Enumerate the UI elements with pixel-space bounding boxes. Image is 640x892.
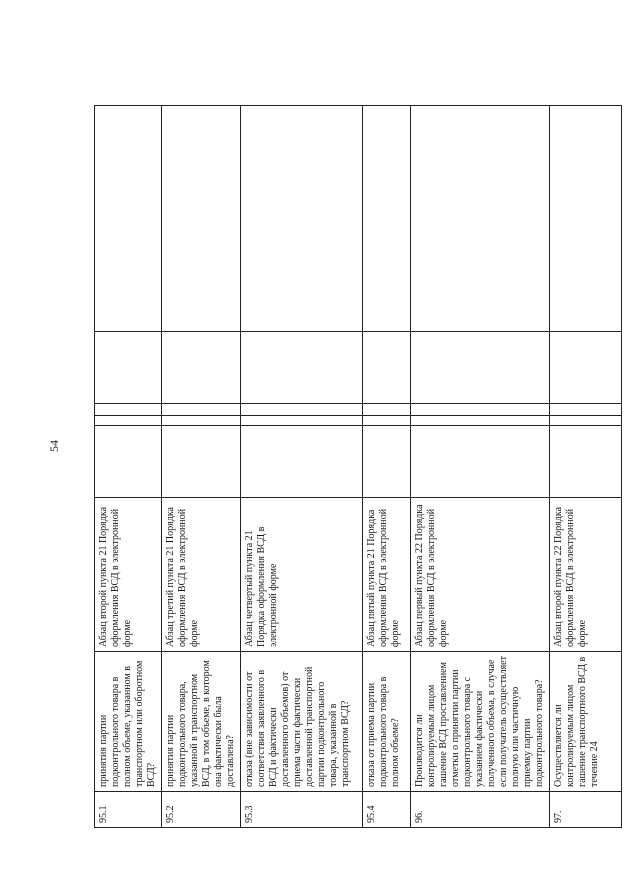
answer-cell: [95, 404, 162, 416]
question-cell: Производится ли контролируемым лицом гашение ВСД проставлением отметки о принятии партии подконтрольного товара с указанием фактически полученного объема, в случае если получатель осуществляет полную или частичную приемку партии подконтрольного товара?: [411, 652, 550, 792]
question-cell: отказа (вне зависимости от соответствия заявленного в ВСД и фактически доставленного объемов) от приема части фактически доставленной транспортной партии подконтрольного товара, указанной в транспортном ВСД?: [241, 652, 363, 792]
table-row: [95, 106, 162, 828]
answer-cell: [550, 404, 622, 416]
row-number-cell: 95.1: [95, 792, 162, 828]
answer-cell: [550, 416, 622, 426]
answer-cell: [411, 332, 550, 404]
answer-cell: [411, 404, 550, 416]
table-row: [363, 106, 411, 828]
note-cell: [363, 106, 411, 332]
row-number-cell: 97.: [550, 792, 622, 828]
row-number-cell: 96.: [411, 792, 550, 828]
answer-cell: [363, 332, 411, 404]
table-row: [162, 106, 241, 828]
question-cell: Осуществляется ли контролируемым лицом гашение транспортного ВСД в течение 24: [550, 652, 622, 792]
rotated-table-container: [94, 106, 600, 828]
checklist-table: [94, 105, 622, 828]
table-row: [241, 106, 363, 828]
table-row: [550, 106, 622, 828]
answer-cell: [411, 416, 550, 426]
question-cell: принятия партии подконтрольного товара, указанной в транспортном ВСД, в том объеме, в котором она фактически была доставлена?: [162, 652, 241, 792]
question-cell: отказа от приема партии подконтрольного товара в полном объеме?: [363, 652, 411, 792]
answer-cell: [550, 332, 622, 404]
answer-cell: [162, 404, 241, 416]
note-cell: [95, 106, 162, 332]
reference-cell: Абзац второй пункта 21 Порядка оформления ВСД в электронной форме: [95, 498, 162, 652]
answer-cell: [241, 404, 363, 416]
answer-cell: [162, 332, 241, 404]
note-cell: [162, 106, 241, 332]
answer-cell: [363, 416, 411, 426]
page-number: 54: [47, 440, 61, 452]
reference-cell: Абзац второй пункта 22 Порядка оформления ВСД в электронной форме: [550, 498, 622, 652]
answer-cell: [95, 416, 162, 426]
reference-cell: Абзац третий пункта 21 Порядка оформления ВСД в электронной форме: [162, 498, 241, 652]
answer-cell: [95, 332, 162, 404]
answer-cell: [162, 426, 241, 498]
answer-cell: [550, 426, 622, 498]
reference-cell: Абзац первый пункта 22 Порядка оформления ВСД в электронной форме: [411, 498, 550, 652]
note-cell: [411, 106, 550, 332]
row-number-cell: 95.3: [241, 792, 363, 828]
answer-cell: [241, 416, 363, 426]
reference-cell: Абзац пятый пункта 21 Порядка оформления ВСД в электронной форме: [363, 498, 411, 652]
note-cell: [550, 106, 622, 332]
answer-cell: [95, 426, 162, 498]
answer-cell: [363, 426, 411, 498]
row-number-cell: 95.4: [363, 792, 411, 828]
checklist-table-region: [94, 106, 600, 828]
answer-cell: [241, 426, 363, 498]
table-row: [411, 106, 550, 828]
note-cell: [241, 106, 363, 332]
answer-cell: [162, 416, 241, 426]
answer-cell: [411, 426, 550, 498]
row-number-cell: 95.2: [162, 792, 241, 828]
answer-cell: [363, 404, 411, 416]
question-cell: принятия партии подконтрольного товара в полном объеме, указанном в транспортном или оборотном ВСД?: [95, 652, 162, 792]
answer-cell: [241, 332, 363, 404]
reference-cell: Абзац четвертый пункта 21 Порядка оформления ВСД в электронной форме: [241, 498, 363, 652]
